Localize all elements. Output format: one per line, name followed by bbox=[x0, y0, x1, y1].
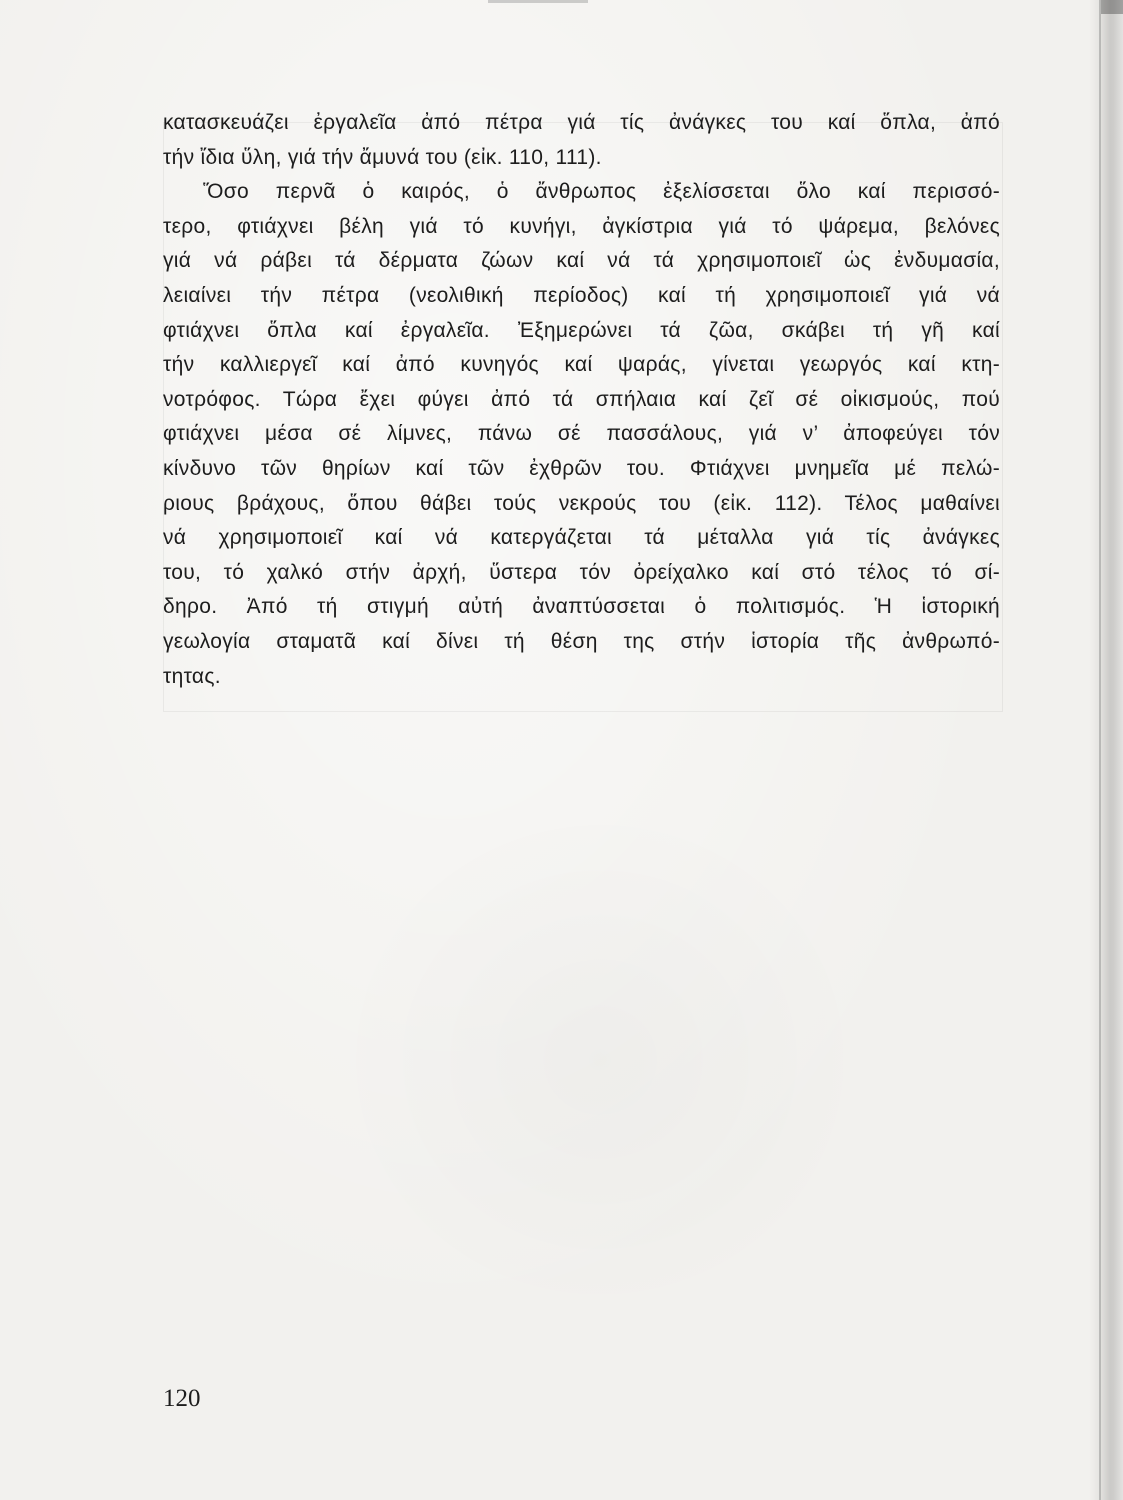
text-line: φτιάχνει μέσα σέ λίμνες, πάνω σέ πασσάλους, γιά ν’ ἀποφεύγει τόν bbox=[163, 422, 1000, 446]
page-edge-shadow bbox=[1089, 0, 1123, 1500]
paragraph-2 bbox=[163, 175, 1000, 694]
text-line: λειαίνει τήν πέτρα (νεολιθική περίοδος) καί τή χρησιμοποιεῖ γιά νά bbox=[163, 283, 1000, 307]
text-line: τήν ἴδια ὕλη, γιά τήν ἄμυνά του (εἰκ. 110, 111). bbox=[163, 145, 602, 169]
text-line: νά χρησιμοποιεῖ καί νά κατεργάζεται τά μέταλλα γιά τίς ἀνάγκες bbox=[163, 526, 1000, 550]
text-line: τητας. bbox=[163, 664, 221, 688]
binding-mark bbox=[488, 0, 588, 3]
text-line: νοτρόφος. Τώρα ἔχει φύγει ἀπό τά σπήλαια καί ζεῖ σέ οἰκισμούς, πού bbox=[163, 387, 1000, 411]
text-line: γιά νά ράβει τά δέρματα ζώων καί νά τά χρησιμοποιεῖ ὡς ἐνδυμασία, bbox=[163, 249, 1000, 273]
text-line: φτιάχνει ὅπλα καί ἐργαλεῖα. Ἐξημερώνει τά ζῶα, σκάβει τή γῆ καί bbox=[163, 318, 1000, 342]
text-line: του, τό χαλκό στήν ἀρχή, ὕστερα τόν ὀρείχαλκο καί στό τέλος τό σί- bbox=[163, 560, 1000, 584]
text-line: γεωλογία σταματᾶ καί δίνει τή θέση της στήν ἱστορία τῆς ἀνθρωπό- bbox=[163, 629, 1000, 653]
show-through-shadow bbox=[330, 800, 870, 1320]
body-text bbox=[163, 106, 1000, 694]
page-edge-line bbox=[1099, 0, 1101, 1500]
text-line: Ὅσο περνᾶ ὁ καιρός, ὁ ἄνθρωπος ἐξελίσσεται ὅλο καί περισσό- bbox=[203, 180, 1000, 204]
page-number: 120 bbox=[163, 1385, 201, 1412]
text-line: κατασκευάζει ἐργαλεῖα ἀπό πέτρα γιά τίς ἀνάγκες του καί ὅπλα, ἀπό bbox=[163, 111, 1000, 134]
text-line: δηρο. Ἀπό τή στιγμή αὐτή ἀναπτύσσεται ὁ πολιτισμός. Ἡ ἱστορική bbox=[163, 595, 1000, 619]
text-line: κίνδυνο τῶν θηρίων καί τῶν ἐχθρῶν του. Φτιάχνει μνημεῖα μέ πελώ- bbox=[163, 456, 1000, 480]
scan-corner-mark bbox=[1101, 0, 1123, 14]
text-line: τερο, φτιάχνει βέλη γιά τό κυνήγι, ἀγκίστρια γιά τό ψάρεμα, βελόνες bbox=[163, 214, 1000, 238]
text-line: τήν καλλιεργεῖ καί ἀπό κυνηγός καί ψαράς, γίνεται γεωργός καί κτη- bbox=[163, 353, 1000, 377]
paragraph-1 bbox=[163, 106, 1000, 175]
text-line: ριους βράχους, ὅπου θάβει τούς νεκρούς του (εἰκ. 112). Τέλος μαθαίνει bbox=[163, 491, 1000, 515]
